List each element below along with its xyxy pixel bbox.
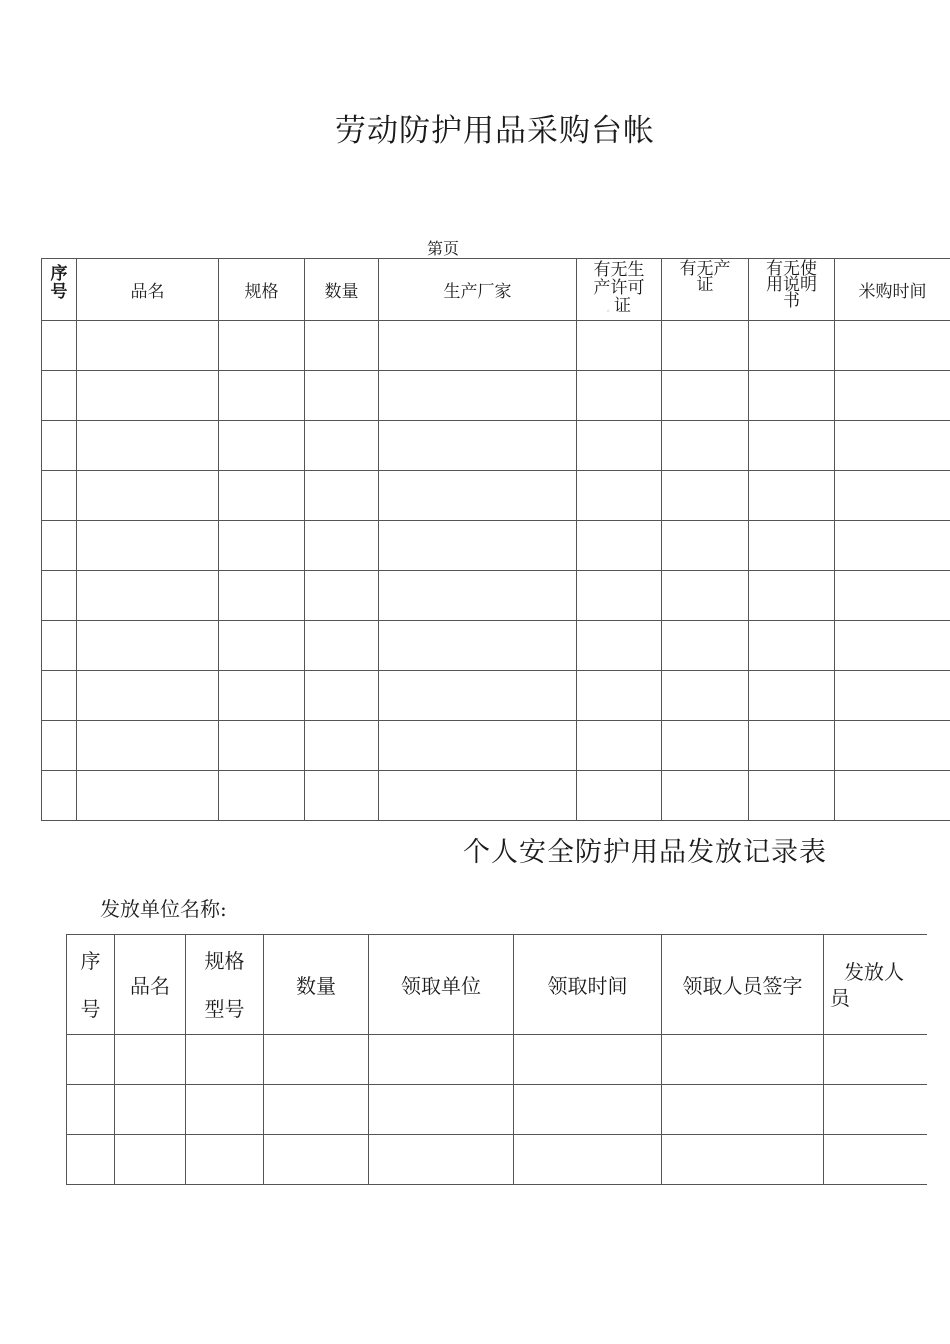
ledger-blank-row <box>42 421 950 471</box>
table-cell <box>42 521 77 571</box>
table-cell <box>77 371 219 421</box>
table-cell <box>662 1135 824 1185</box>
record-title: 个人安全防护用品发放记录表 <box>463 837 827 868</box>
table-cell <box>186 1135 264 1185</box>
table-cell <box>42 571 77 621</box>
table-cell <box>305 471 379 521</box>
table-cell <box>42 371 77 421</box>
stray-mark: 。 <box>607 305 614 313</box>
table-cell <box>219 471 305 521</box>
header-maker: 生产厂家 <box>379 259 577 321</box>
header-name: 品名 <box>77 259 219 321</box>
table-cell <box>305 421 379 471</box>
table-cell <box>662 1085 824 1135</box>
table-cell <box>749 371 835 421</box>
table-cell <box>42 421 77 471</box>
table-cell <box>662 321 749 371</box>
table-cell <box>219 671 305 721</box>
table-cell <box>379 721 577 771</box>
table-cell <box>824 1035 927 1085</box>
issue-record-table <box>66 934 927 1185</box>
table-cell <box>219 571 305 621</box>
header-recv-time: 领取时间 <box>514 935 662 1035</box>
table-cell <box>749 671 835 721</box>
table-cell <box>77 771 219 821</box>
table-cell <box>662 771 749 821</box>
table-cell <box>749 721 835 771</box>
table-cell <box>835 671 950 721</box>
table-cell <box>749 321 835 371</box>
header-issuer: 发放人 员 <box>824 935 927 1035</box>
ledger-blank-row <box>42 621 950 671</box>
header-recv-sign: 领取人员签字 <box>662 935 824 1035</box>
table-cell <box>67 1035 115 1085</box>
table-cell <box>186 1085 264 1135</box>
table-cell <box>115 1135 186 1185</box>
table-cell <box>369 1085 514 1135</box>
table-cell <box>42 321 77 371</box>
procurement-ledger-table <box>41 258 950 821</box>
table-cell <box>77 421 219 471</box>
record-header-row <box>67 935 927 1035</box>
table-cell <box>577 521 662 571</box>
table-cell <box>115 1085 186 1135</box>
table-cell <box>662 721 749 771</box>
header-seq: 序 号 <box>67 935 115 1035</box>
table-cell <box>42 671 77 721</box>
table-cell <box>379 321 577 371</box>
table-cell <box>577 621 662 671</box>
table-cell <box>749 771 835 821</box>
header-spec-model: 规格 型号 <box>186 935 264 1035</box>
ledger-header-row <box>42 259 950 321</box>
table-cell <box>824 1135 927 1185</box>
table-cell <box>835 571 950 621</box>
table-cell <box>42 471 77 521</box>
table-cell <box>662 471 749 521</box>
header-recv-unit: 领取单位 <box>369 935 514 1035</box>
table-cell <box>577 321 662 371</box>
header-seq: 序 号 <box>42 259 77 321</box>
table-cell <box>305 321 379 371</box>
ledger-blank-row <box>42 371 950 421</box>
table-cell <box>577 421 662 471</box>
table-cell <box>77 471 219 521</box>
table-cell <box>115 1035 186 1085</box>
header-qty: 数量 <box>264 935 369 1035</box>
table-cell <box>42 721 77 771</box>
table-cell <box>835 471 950 521</box>
table-cell <box>219 621 305 671</box>
table-cell <box>379 371 577 421</box>
ledger-blank-row <box>42 671 950 721</box>
table-cell <box>305 771 379 821</box>
table-cell <box>514 1035 662 1085</box>
header-purchase-time: 米购时间 <box>835 259 950 321</box>
table-cell <box>749 471 835 521</box>
table-cell <box>264 1085 369 1135</box>
header-license: 有无生 产许可 。证 <box>577 259 662 321</box>
table-cell <box>305 671 379 721</box>
record-blank-row <box>67 1085 927 1135</box>
table-cell <box>77 721 219 771</box>
table-cell <box>305 371 379 421</box>
table-cell <box>514 1085 662 1135</box>
table-cell <box>186 1035 264 1085</box>
table-cell <box>835 421 950 471</box>
table-cell <box>77 671 219 721</box>
table-cell <box>305 521 379 571</box>
ledger-blank-row <box>42 571 950 621</box>
table-cell <box>379 521 577 571</box>
table-cell <box>662 421 749 471</box>
table-cell <box>514 1135 662 1185</box>
table-cell <box>219 421 305 471</box>
table-cell <box>42 621 77 671</box>
table-cell <box>379 421 577 471</box>
table-cell <box>577 771 662 821</box>
table-cell <box>369 1035 514 1085</box>
table-cell <box>835 321 950 371</box>
ledger-blank-row <box>42 721 950 771</box>
table-cell <box>379 471 577 521</box>
table-cell <box>835 621 950 671</box>
table-cell <box>379 571 577 621</box>
table-cell <box>77 571 219 621</box>
table-cell <box>577 671 662 721</box>
header-qty: 数量 <box>305 259 379 321</box>
ledger-blank-row <box>42 521 950 571</box>
table-cell <box>77 621 219 671</box>
issuing-unit-label: 发放单位名称: <box>100 897 227 921</box>
ledger-blank-row <box>42 771 950 821</box>
table-cell <box>305 621 379 671</box>
table-cell <box>219 721 305 771</box>
table-cell <box>835 521 950 571</box>
ledger-blank-row <box>42 471 950 521</box>
table-cell <box>77 521 219 571</box>
header-manual: 有无使 用说明 书 <box>749 259 835 321</box>
header-spec: 规格 <box>219 259 305 321</box>
header-product-cert: 有无产 证 <box>662 259 749 321</box>
ledger-blank-row <box>42 321 950 371</box>
page-number-label: 第页 <box>427 239 460 258</box>
table-cell <box>219 321 305 371</box>
table-cell <box>305 571 379 621</box>
record-blank-row <box>67 1135 927 1185</box>
table-cell <box>577 571 662 621</box>
table-cell <box>662 371 749 421</box>
table-cell <box>219 771 305 821</box>
header-name: 品名 <box>115 935 186 1035</box>
table-cell <box>749 521 835 571</box>
ledger-title: 劳动防护用品采购台帐 <box>335 113 655 149</box>
table-cell <box>305 721 379 771</box>
table-cell <box>379 671 577 721</box>
table-cell <box>749 571 835 621</box>
table-cell <box>835 771 950 821</box>
table-cell <box>219 371 305 421</box>
table-cell <box>67 1085 115 1135</box>
record-blank-row <box>67 1035 927 1085</box>
table-cell <box>662 621 749 671</box>
table-cell <box>219 521 305 571</box>
table-cell <box>749 421 835 471</box>
table-cell <box>379 771 577 821</box>
table-cell <box>577 471 662 521</box>
table-cell <box>379 621 577 671</box>
table-cell <box>835 371 950 421</box>
table-cell <box>67 1135 115 1185</box>
table-cell <box>662 521 749 571</box>
table-cell <box>577 721 662 771</box>
table-cell <box>42 771 77 821</box>
table-cell <box>824 1085 927 1135</box>
table-cell <box>264 1135 369 1185</box>
table-cell <box>264 1035 369 1085</box>
table-cell <box>662 571 749 621</box>
table-cell <box>662 671 749 721</box>
table-cell <box>662 1035 824 1085</box>
table-cell <box>77 321 219 371</box>
table-cell <box>749 621 835 671</box>
table-cell <box>835 721 950 771</box>
table-cell <box>577 371 662 421</box>
table-cell <box>369 1135 514 1185</box>
